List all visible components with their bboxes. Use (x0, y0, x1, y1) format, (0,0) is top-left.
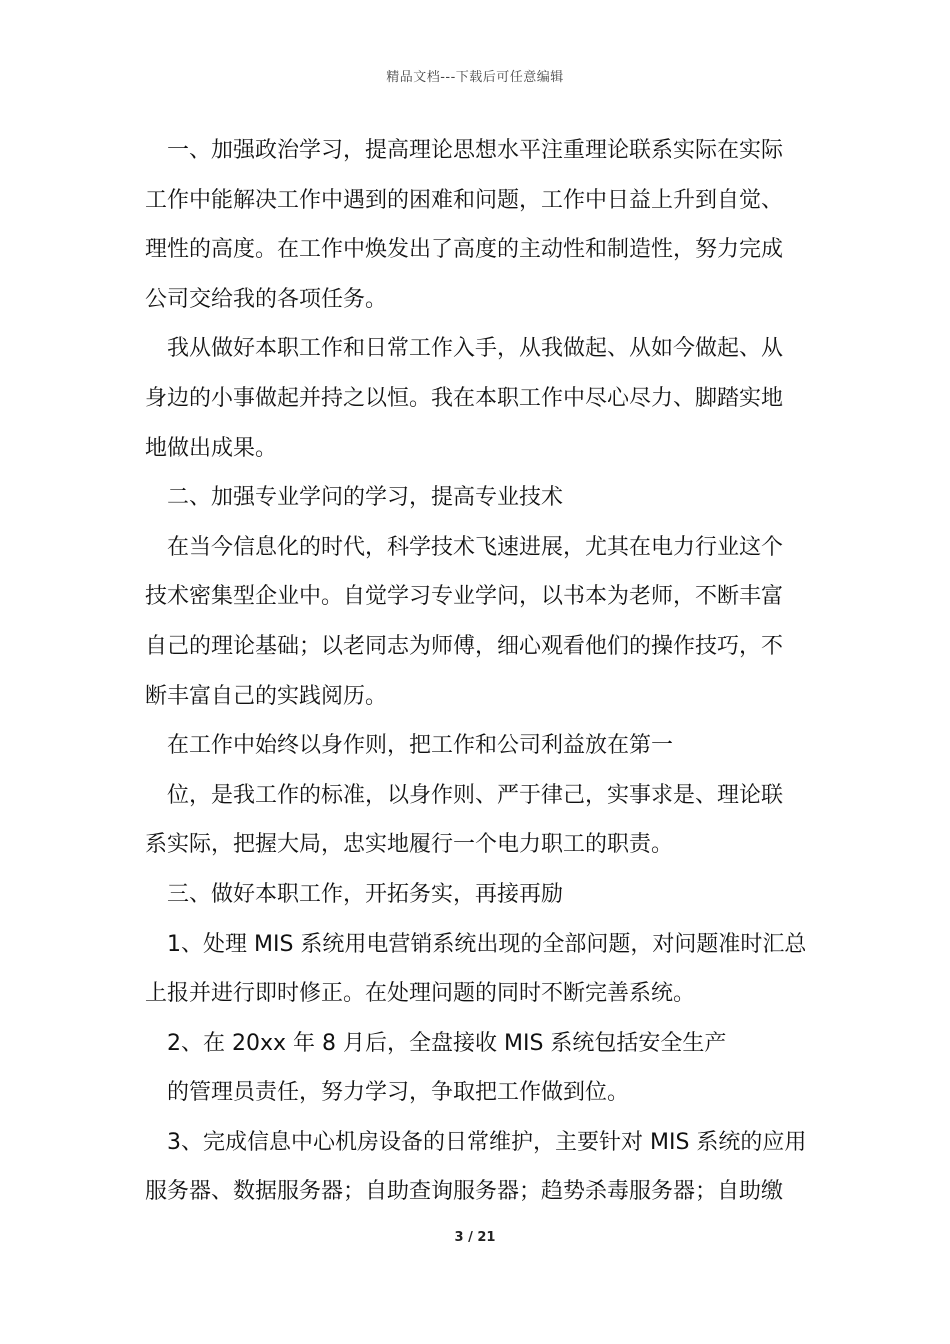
text-line: 自己的理论基础；以老同志为师傅，细心观看他们的操作技巧，不 (145, 633, 784, 659)
text-line: 工作中能解决工作中遇到的困难和问题，工作中日益上升到自觉、 (145, 187, 784, 213)
text-line: 3、完成信息中心机房设备的日常维护，主要针对 MIS 系统的应用 (167, 1129, 807, 1155)
text-line: 二、加强专业学问的学习，提高专业技术 (167, 485, 564, 511)
text-line: 身边的小事做起并持之以恒。我在本职工作中尽心尽力、脚踏实地 (145, 385, 784, 411)
text-line: 在工作中始终以身作则，把工作和公司利益放在第一 (167, 733, 674, 759)
text-line: 技术密集型企业中。自觉学习专业学问，以书本为老师，不断丰富 (145, 584, 784, 610)
text-line: 位，是我工作的标准，以身作则、严于律己，实事求是、理论联 (167, 782, 784, 808)
text-line: 一、加强政治学习，提高理论思想水平注重理论联系实际在实际 (167, 138, 784, 163)
text-line: 我从做好本职工作和日常工作入手，从我做起、从如今做起、从 (167, 336, 784, 362)
text-line: 上报并进行即时修正。在处理问题的同时不断完善系统。 (145, 981, 696, 1007)
text-line: 三、做好本职工作，开拓务实，再接再励 (167, 881, 564, 907)
page-header: 精品文档---下载后可任意编辑 (386, 70, 564, 85)
text-line: 1、处理 MIS 系统用电营销系统出现的全部问题，对问题准时汇总 (167, 931, 807, 957)
text-line: 断丰富自己的实践阅历。 (145, 683, 388, 709)
text-line: 服务器、数据服务器；自助查询服务器；趋势杀毒服务器；自助缴 (145, 1179, 784, 1205)
text-line: 公司交给我的各项任务。 (145, 286, 388, 312)
page-number: 3 / 21 (454, 1230, 496, 1245)
text-line: 理性的高度。在工作中焕发出了高度的主动性和制造性，努力完成 (145, 237, 784, 263)
text-line: 的管理员责任，努力学习，争取把工作做到位。 (167, 1080, 630, 1106)
text-line: 2、在 20xx 年 8 月后，全盘接收 MIS 系统包括安全生产 (167, 1030, 727, 1056)
text-line: 地做出成果。 (145, 435, 278, 461)
text-line: 系实际，把握大局，忠实地履行一个电力职工的职责。 (145, 832, 674, 858)
document-body (145, 126, 810, 1217)
text-line: 在当今信息化的时代，科学技术飞速进展，尤其在电力行业这个 (167, 534, 784, 560)
